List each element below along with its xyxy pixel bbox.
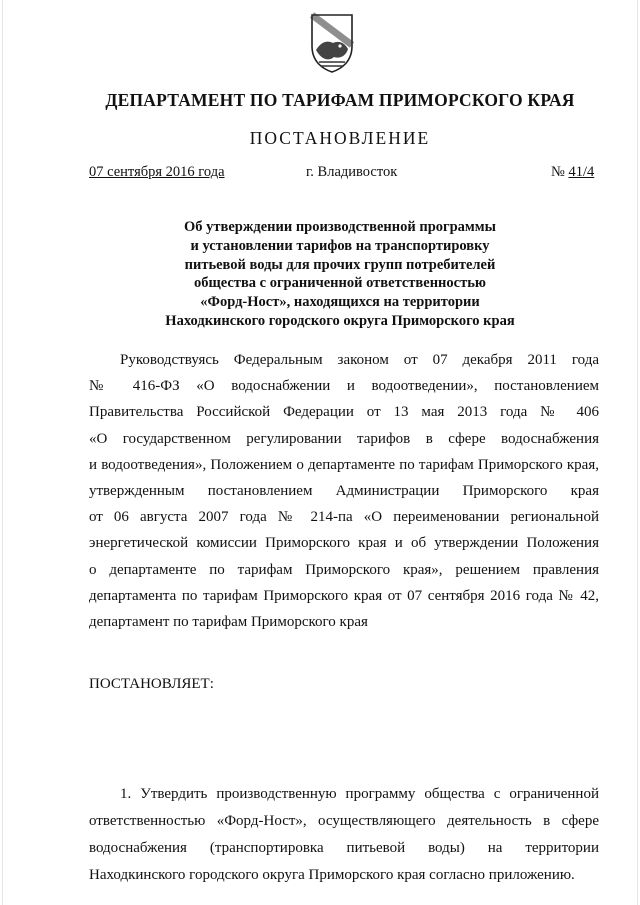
preamble-line: утвержденным постановлением Администрации Приморского края [89,483,599,500]
title-line: Об утверждении производственной программы [184,219,496,235]
document-type: ПОСТАНОВЛЕНИЕ [249,128,431,148]
preamble-line: энергетической комиссии Приморского края и об утверждении Положения [89,535,599,552]
preamble-line: департамент по тарифам Приморского края [89,614,368,631]
preamble-line: Руководствуясь Федеральным законом от 07 декабря 2011 года [120,352,599,368]
preamble-line: № 416-ФЗ «О водоснабжении и водоотведении», постановлением [89,378,599,395]
resolves-heading: ПОСТАНОВЛЯЕТ: [89,676,214,692]
document-number [551,164,594,181]
title-line: Находкинского городского округа Приморского края [165,312,515,329]
item-1-paragraph [89,781,599,889]
preamble-line: «О государственном регулировании тарифов в сфере водоснабжения [89,430,599,447]
document-number-value: 41/4 [568,164,595,180]
title-line: и установлении тарифов на транспортировку [190,237,490,254]
item-1-line: водоснабжения (транспортировка питьевой воды) на территории [89,840,599,856]
item-1-line: 1. Утвердить производственную программу общества с ограниченной [120,786,599,802]
document-number-prefix: № [551,164,565,180]
preamble-line: и водоотведения», Положением о департаменте по тарифам Приморского края, [89,456,599,473]
document-title [60,218,620,331]
document-date: 07 сентября 2016 года [89,164,225,180]
preamble-line: о департаменте по тарифам Приморского края», решением правления [89,561,599,578]
title-line: питьевой воды для прочих групп потребителей [184,256,496,273]
preamble-line: Правительства Российской Федерации от 13 мая 2013 года № 406 [89,404,599,421]
document-city: г. Владивосток [306,164,398,180]
preamble-line: от 06 августа 2007 года № 214-па «О переименовании региональной [89,509,599,526]
title-line: общества с ограниченной ответственностью [194,275,486,292]
scan-edge-left [2,0,3,905]
title-line: «Форд-Ност», находящихся на территории [200,294,480,311]
preamble-paragraph [89,347,599,635]
item-1-line: Находкинского городского округа Приморского края согласно приложению. [89,867,575,883]
item-1-line: ответственностью «Форд-Ност», осуществляющего деятельность в сфере [89,813,599,829]
coat-of-arms-icon [309,12,355,74]
department-header: ДЕПАРТАМЕНТ ПО ТАРИФАМ ПРИМОРСКОГО КРАЯ [105,90,575,110]
preamble-line: департамента по тарифам Приморского края от 07 сентября 2016 года № 42, [89,587,599,604]
scan-edge-right [637,0,638,905]
